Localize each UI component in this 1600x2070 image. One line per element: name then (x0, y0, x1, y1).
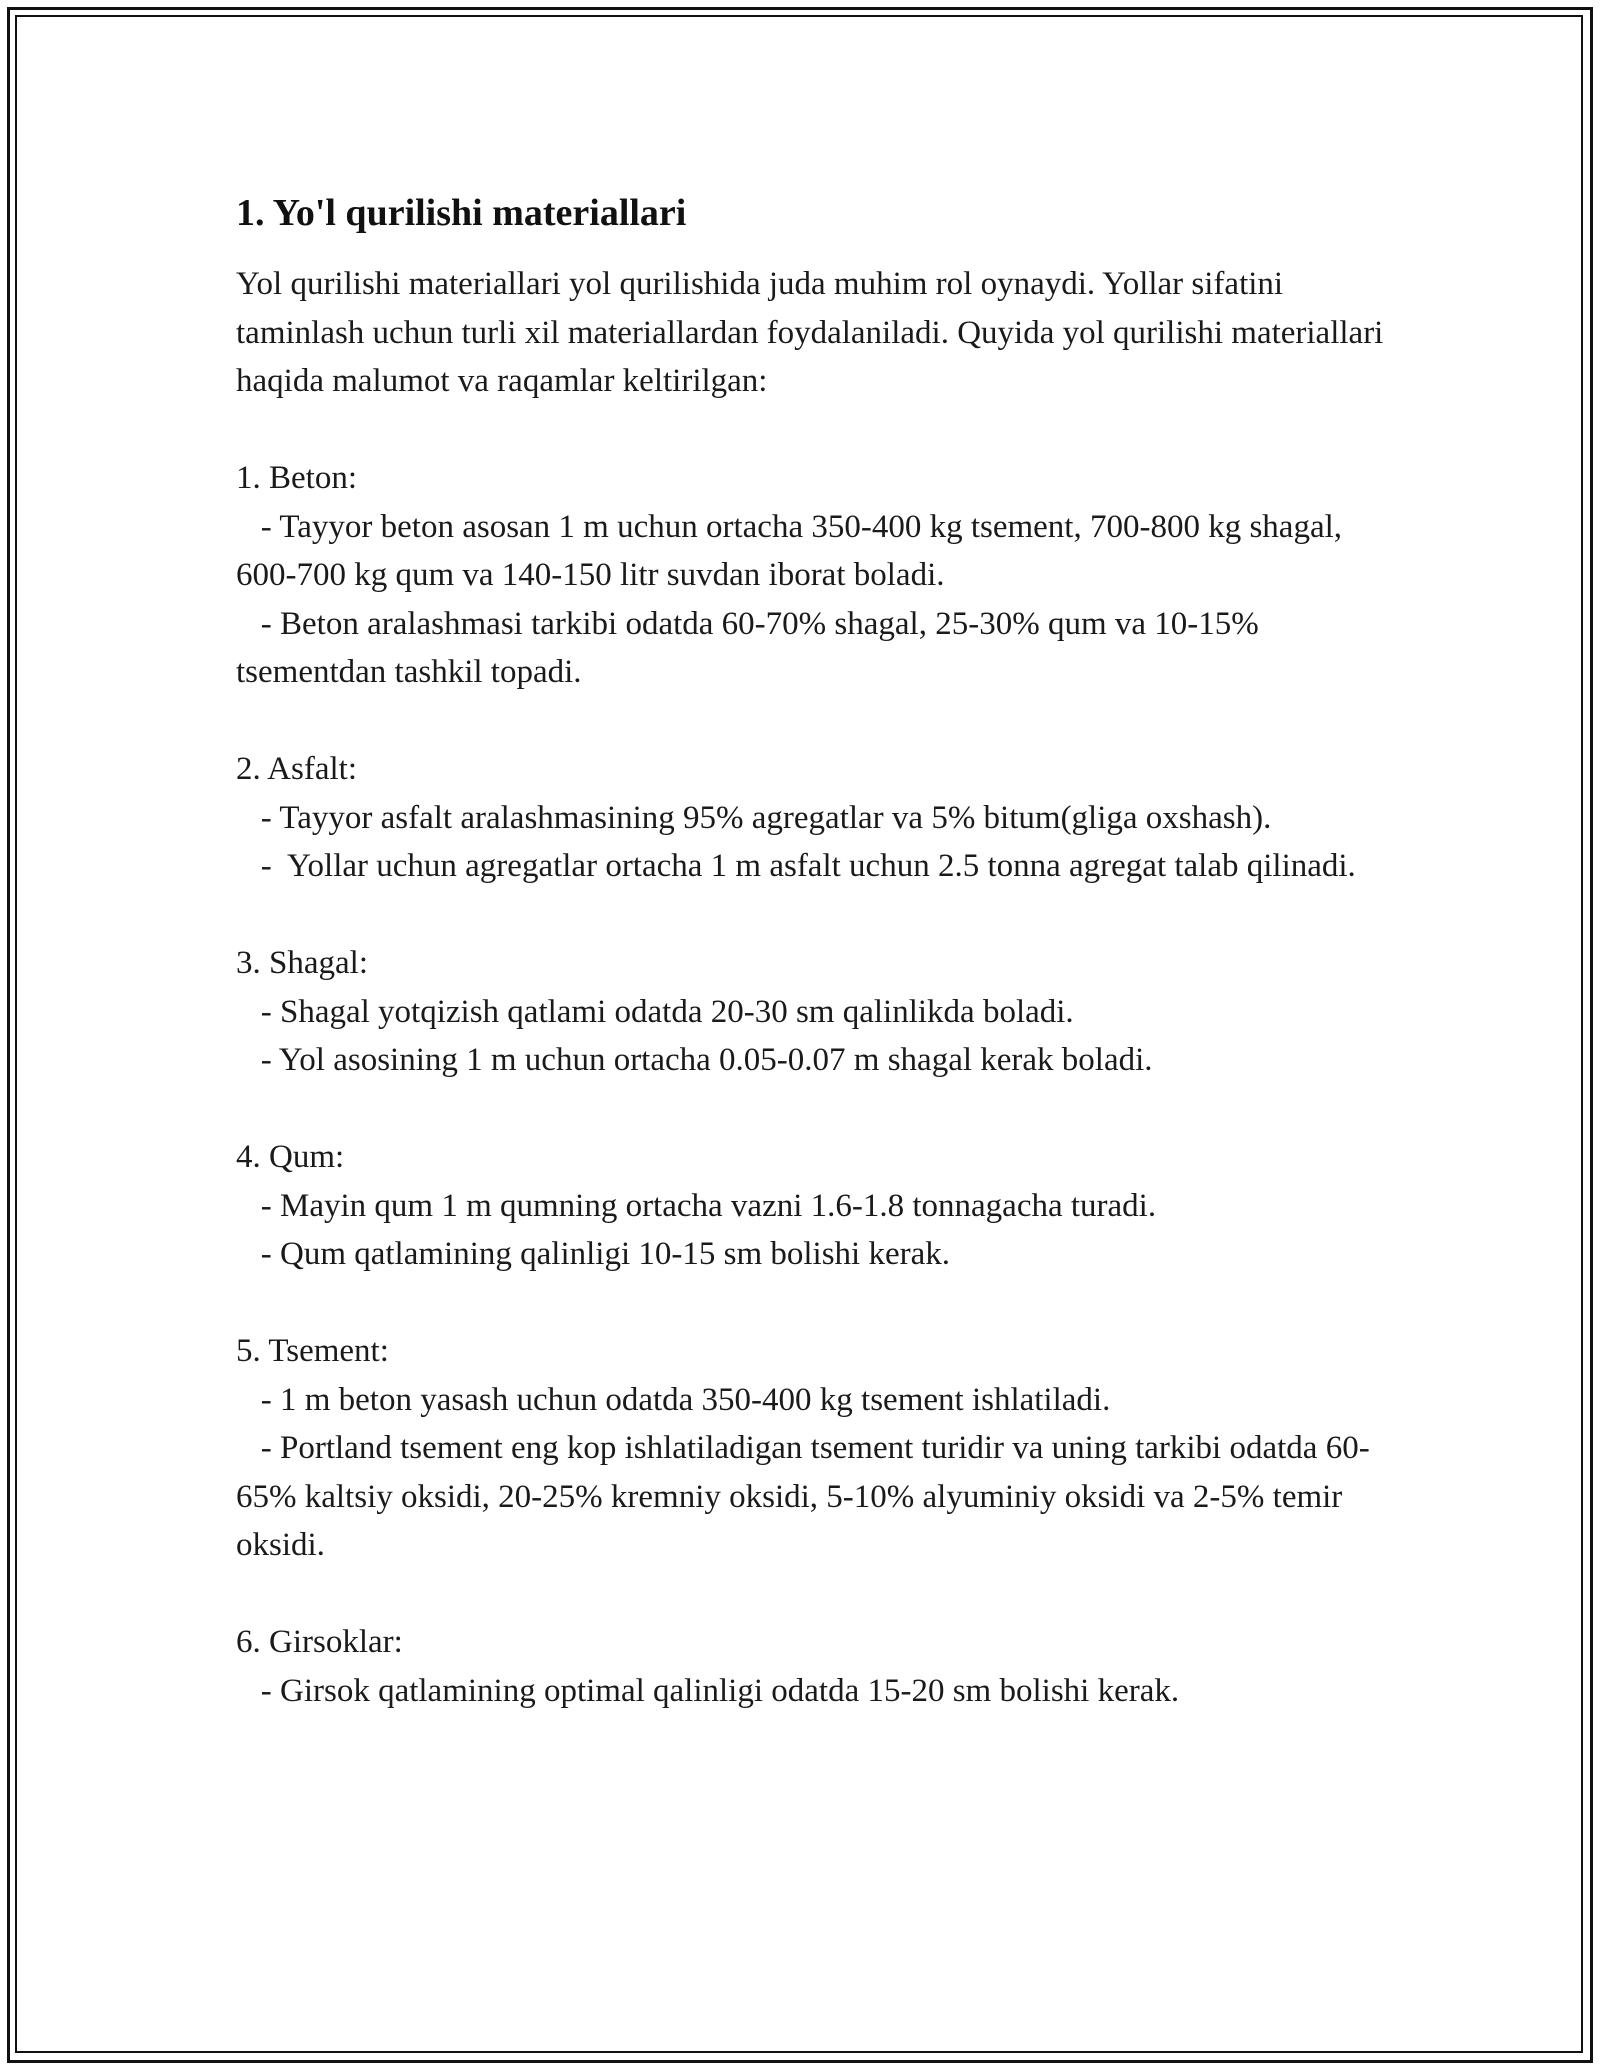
intro-paragraph: Yol qurilishi materiallari yol qurilishida juda muhim rol oynaydi. Yollar sifatini taminlash uchun turli xil materiallardan foydalaniladi. Quyida yol qurilishi materiallari haqida malumot va raqamlar keltirilgan: (236, 266, 1392, 399)
bullet-item: - Tayyor beton asosan 1 m uchun ortacha 350-400 kg tsement, 700-800 kg shagal, 600-700 kg qum va 140-150 litr suvdan iborat boladi. (236, 508, 1351, 593)
section-heading: 6. Girsoklar: (236, 1624, 403, 1660)
bullet-item: - Tayyor asfalt aralashmasining 95% agregatlar va 5% bitum(gliga oxshash). (236, 799, 1272, 836)
bullet-item: - Mayin qum 1 m qumning ortacha vazni 1.6-1.8 tonnagacha turadi. (236, 1187, 1157, 1224)
document-title: 1. Yo'l qurilishi materiallari (236, 192, 687, 234)
bullet-item: - Portland tsement eng kop ishlatiladigan tsement turidir va uning tarkibi odatda 60-65% kaltsiy oksidi, 20-25% kremniy oksidi, 5-10% alyuminiy oksidi va 2-5% temir oksidi. (236, 1430, 1370, 1563)
section-shagal (236, 939, 1386, 1085)
section-gap (236, 1279, 1386, 1328)
section-asfalt (236, 745, 1386, 891)
bullet-item: - Qum qatlamining qalinligi 10-15 sm bolishi kerak. (236, 1236, 950, 1272)
section-gap (236, 1570, 1386, 1619)
section-girsoklar (236, 1618, 1386, 1715)
section-gap (236, 891, 1386, 940)
section-heading: 5. Tsement: (236, 1333, 389, 1369)
section-heading: 4. Qum: (236, 1139, 345, 1175)
section-gap (236, 406, 1386, 455)
section-gap (236, 1085, 1386, 1134)
bullet-item: - 1 m beton yasash uchun odatda 350-400 kg tsement ishlatiladi. (236, 1381, 1111, 1418)
document-body (236, 188, 1392, 1715)
section-qum (236, 1133, 1386, 1279)
section-heading: 3. Shagal: (236, 945, 368, 981)
section-tsement (236, 1327, 1386, 1570)
section-gap (236, 697, 1386, 746)
section-beton (236, 454, 1386, 697)
bullet-item: - Yol asosining 1 m uchun ortacha 0.05-0.07 m shagal kerak boladi. (236, 1042, 1153, 1078)
bullet-item: - Yollar uchun agregatlar ortacha 1 m asfalt uchun 2.5 tonna agregat talab qilinadi. (236, 848, 1356, 884)
section-heading: 2. Asfalt: (236, 751, 357, 787)
bullet-item: - Shagal yotqizish qatlami odatda 20-30 sm qalinlikda boladi. (236, 993, 1074, 1030)
section-heading: 1. Beton: (236, 460, 357, 496)
bullet-item: - Girsok qatlamining optimal qalinligi odatda 15-20 sm bolishi kerak. (236, 1672, 1180, 1709)
bullet-item: - Beton aralashmasi tarkibi odatda 60-70% shagal, 25-30% qum va 10-15% tsementdan tashkil topadi. (236, 605, 1267, 690)
